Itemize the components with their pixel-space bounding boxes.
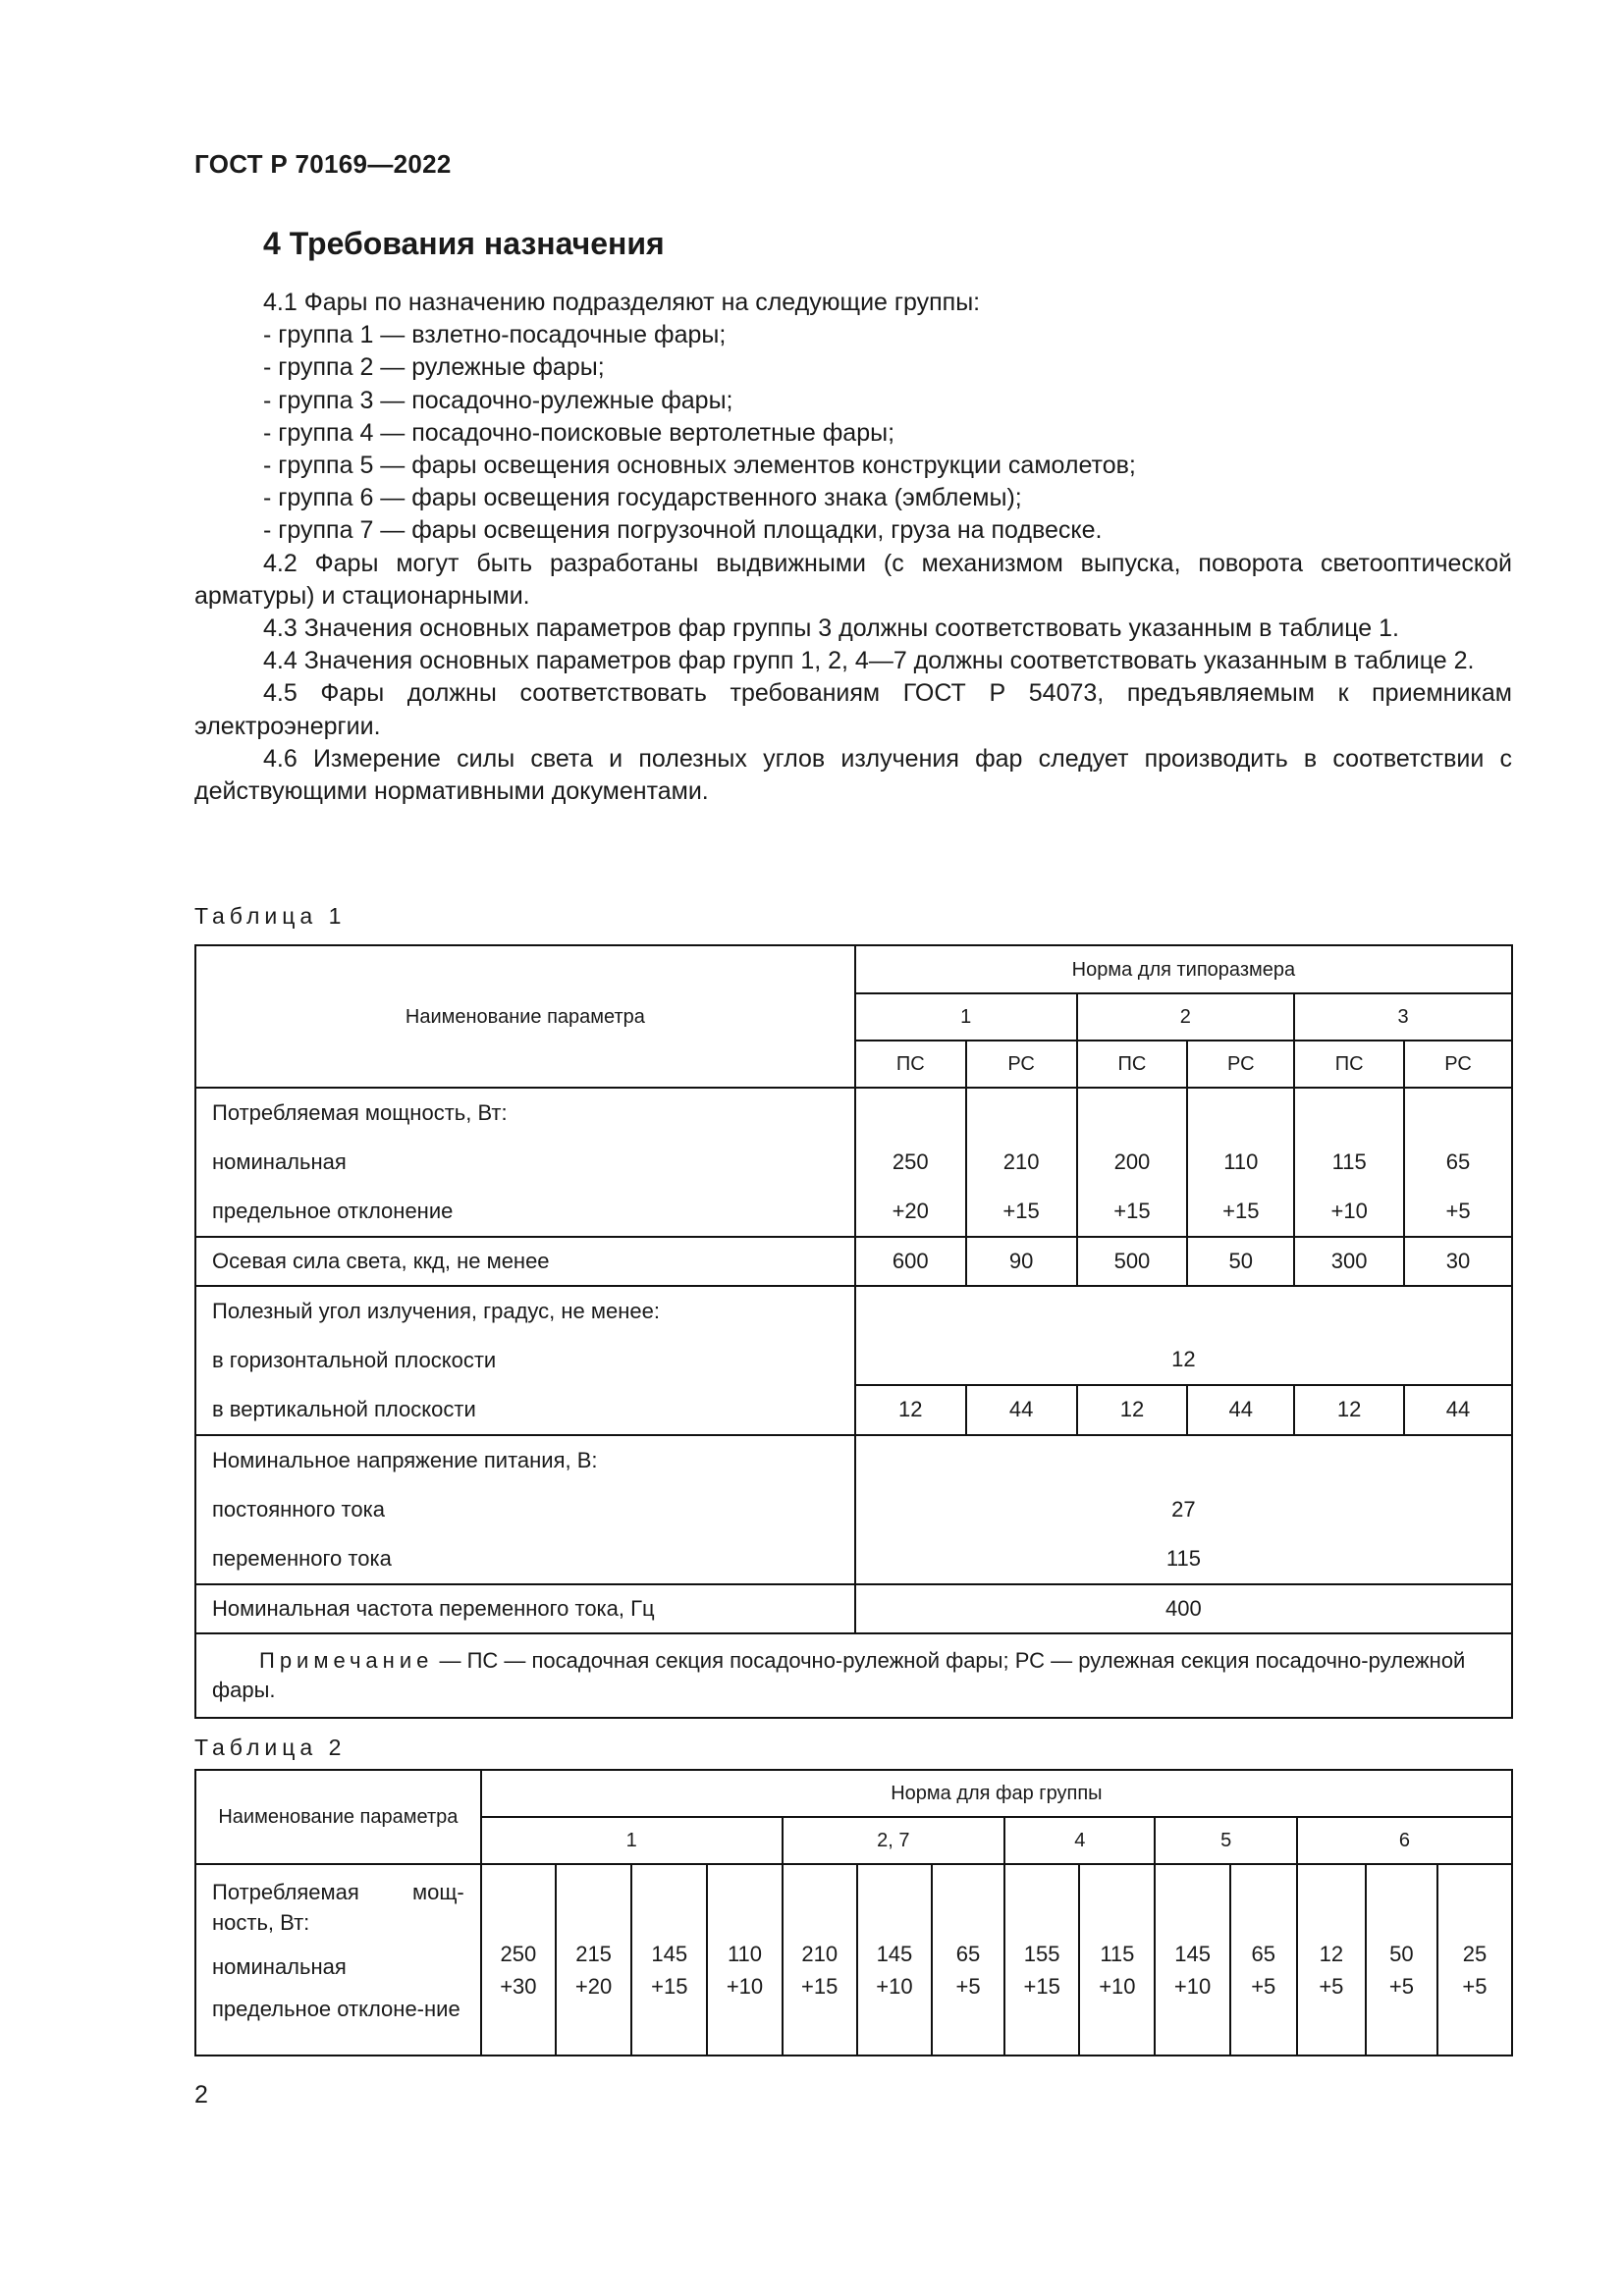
value: 145 (1174, 1942, 1211, 1966)
table2-group-header: 6 (1297, 1817, 1512, 1864)
value: +15 (651, 1974, 688, 1999)
table-row (195, 1584, 1512, 1633)
value: 145 (651, 1942, 688, 1966)
paragraph: 4.2 Фары могут быть разработаны выдвижными (с механизмом выпуска, поворота светооптической арматуры) и стационарными. (194, 549, 1512, 610)
table1-voltage-dc-label: постоянного тока (212, 1497, 385, 1522)
table1-section-header: РС (1187, 1041, 1294, 1088)
value: 300 (1294, 1237, 1404, 1286)
table2-power-cell (556, 1864, 631, 2056)
table-row (195, 1088, 1512, 1237)
table1-angle-vertical-label: в вертикальной плоскости (212, 1397, 476, 1421)
value: +10 (1173, 1974, 1212, 1999)
paragraph: 4.1 Фары по назначению подразделяют на следующие группы: (263, 289, 981, 316)
value: +15 (801, 1974, 839, 1999)
table1-angle-horizontal-label: в горизонтальной плоскости (212, 1348, 497, 1372)
table2-power-cell (1366, 1864, 1437, 2056)
document-code: ГОСТ Р 70169—2022 (194, 149, 452, 179)
list-item: - группа 1 — взлетно-посадочные фары; (263, 321, 727, 349)
table-row (195, 1237, 1512, 1286)
table2-power-cell (932, 1864, 1004, 2056)
table1-voltage-labels (195, 1435, 855, 1584)
table2-group-header: 5 (1155, 1817, 1296, 1864)
table1 (194, 944, 1513, 1719)
table1-power-cell (1077, 1088, 1188, 1237)
value: 27 (1171, 1497, 1196, 1522)
table1-size-header: 2 (1077, 993, 1295, 1041)
value: 115 (1331, 1149, 1367, 1174)
table2-power-cell (481, 1864, 556, 2056)
value: 115 (1165, 1546, 1201, 1571)
value: 155 (1023, 1942, 1060, 1966)
table1-intensity-label: Осевая сила света, ккд, не менее (195, 1237, 855, 1286)
table1-voltage-values (855, 1435, 1512, 1584)
table1-power-nominal-label: номинальная (212, 1149, 347, 1174)
list-item: - группа 3 — посадочно-рулежные фары; (263, 386, 733, 414)
table1-section-header: ПС (855, 1041, 966, 1088)
table2-caption: Таблица 2 (194, 1735, 347, 1760)
value: 215 (575, 1942, 612, 1966)
value: +10 (726, 1974, 764, 1999)
table2-power-cell (707, 1864, 782, 2056)
table2-group-header: 4 (1004, 1817, 1155, 1864)
list-item: - группа 5 — фары освещения основных элементов конструкции самолетов; (263, 452, 1136, 480)
table2-power-cell (857, 1864, 932, 2056)
table2-power-cell (1004, 1864, 1079, 2056)
value: +5 (955, 1974, 981, 1999)
value: 12 (1294, 1385, 1404, 1435)
value: 12 (855, 1385, 966, 1435)
section-heading: 4 Требования назначения (263, 226, 665, 261)
list-item: - группа 2 — рулежные фары; (263, 353, 605, 382)
table1-power-labels (195, 1088, 855, 1237)
value: 145 (876, 1942, 913, 1966)
value: 250 (892, 1149, 929, 1174)
table1-caption: Таблица 1 (194, 903, 347, 929)
value: +15 (1222, 1199, 1260, 1223)
note-text: — ПС — посадочная секция посадочно-рулежной фары; РС — рулежная секция посадочно-рулежной фары. (212, 1648, 1466, 1702)
table1-section-header: РС (1404, 1041, 1512, 1088)
value: 115 (1100, 1942, 1135, 1966)
table2-power-label: Потребляемая мощ-ность, Вт: (212, 1880, 464, 1935)
value: 210 (1002, 1149, 1040, 1174)
table1-size-header: 1 (855, 993, 1077, 1041)
table2-param-header: Наименование параметра (195, 1770, 481, 1864)
table1-power-deviation-label: предельное отклонение (212, 1199, 454, 1223)
value: +15 (1023, 1974, 1060, 1999)
paragraph: 4.4 Значения основных параметров фар групп 1, 2, 4—7 должны соответствовать указанным в таблице 2. (263, 647, 1475, 675)
table-row (195, 1864, 1512, 2056)
table2 (194, 1769, 1513, 2056)
list-item: - группа 4 — посадочно-поисковые вертолетные фары; (263, 418, 895, 447)
table1-note (195, 1633, 1512, 1718)
value: +20 (574, 1974, 613, 1999)
value: 25 (1462, 1942, 1488, 1966)
value: +15 (1002, 1199, 1040, 1223)
table2-power-cell (783, 1864, 857, 2056)
value: +5 (1251, 1974, 1276, 1999)
value: 110 (727, 1942, 763, 1966)
value: +20 (892, 1199, 929, 1223)
table1-power-cell (855, 1088, 966, 1237)
value: 65 (955, 1942, 981, 1966)
table2-norm-header: Норма для фар группы (481, 1770, 1512, 1817)
value: 44 (1404, 1385, 1512, 1435)
table1-size-header: 3 (1294, 993, 1512, 1041)
value: 50 (1389, 1942, 1414, 1966)
table-row (195, 1286, 1512, 1385)
table1-power-cell (1187, 1088, 1294, 1237)
table1-section-header: РС (966, 1041, 1077, 1088)
table1-norm-header: Норма для типоразмера (855, 945, 1512, 993)
value: 600 (855, 1237, 966, 1286)
table2-power-labels (195, 1864, 481, 2056)
table2-group-header: 1 (481, 1817, 783, 1864)
value: 500 (1077, 1237, 1188, 1286)
paragraph: 4.3 Значения основных параметров фар группы 3 должны соответствовать указанным в таблице 1. (263, 614, 1399, 643)
value: 65 (1445, 1149, 1471, 1174)
table1-voltage-label: Номинальное напряжение питания, В: (212, 1448, 598, 1472)
value: +5 (1445, 1199, 1471, 1223)
value: 30 (1404, 1237, 1512, 1286)
value: +5 (1462, 1974, 1488, 1999)
value: 400 (855, 1584, 1512, 1633)
table2-power-cell (1230, 1864, 1297, 2056)
table2-power-deviation-label: предельное отклоне-ние (212, 1997, 460, 2021)
table2-power-cell (1155, 1864, 1229, 2056)
table2-group-header: 2, 7 (783, 1817, 1004, 1864)
table2-power-cell (1079, 1864, 1155, 2056)
paragraph: 4.6 Измерение силы света и полезных углов излучения фар следует производить в соответствии с действующими нормативными документами. (194, 744, 1512, 806)
table1-angle-labels (195, 1286, 855, 1435)
table2-power-cell (1437, 1864, 1512, 2056)
value: 12 (1319, 1942, 1344, 1966)
page-number: 2 (194, 2081, 208, 2109)
table1-power-cell (1404, 1088, 1512, 1237)
section-body (194, 287, 1512, 808)
table1-power-cell (966, 1088, 1077, 1237)
value: 90 (966, 1237, 1077, 1286)
list-item: - группа 7 — фары освещения погрузочной площадки, груза на подвеске. (263, 516, 1103, 545)
value: +10 (1330, 1199, 1368, 1223)
table1-power-cell (1294, 1088, 1404, 1237)
table-row (195, 1633, 1512, 1718)
table1-power-label: Потребляемая мощность, Вт: (212, 1100, 508, 1125)
value: 200 (1113, 1149, 1151, 1174)
value: +10 (1099, 1974, 1136, 1999)
paragraph: 4.5 Фары должны соответствовать требованиям ГОСТ Р 54073, предъявляемым к приемникам электроэнергии. (194, 679, 1512, 740)
table1-section-header: ПС (1294, 1041, 1404, 1088)
note-prefix: Примечание (259, 1648, 434, 1673)
value: 44 (1187, 1385, 1294, 1435)
table-row (195, 1435, 1512, 1584)
value: 110 (1223, 1149, 1259, 1174)
value: 12 (1077, 1385, 1188, 1435)
table1-angle-label: Полезный угол излучения, градус, не менее: (212, 1299, 660, 1323)
value: 210 (801, 1942, 839, 1966)
value: 50 (1187, 1237, 1294, 1286)
value: +30 (500, 1974, 537, 1999)
value: 250 (500, 1942, 537, 1966)
table2-power-nominal-label: номинальная (212, 1954, 347, 1979)
value: +10 (876, 1974, 913, 1999)
table1-voltage-ac-label: переменного тока (212, 1546, 392, 1571)
value: +5 (1319, 1974, 1344, 1999)
table2-power-cell (1297, 1864, 1366, 2056)
table1-section-header: ПС (1077, 1041, 1188, 1088)
value: +15 (1113, 1199, 1151, 1223)
value: +5 (1388, 1974, 1414, 1999)
table1-param-header: Наименование параметра (195, 945, 855, 1088)
list-item: - группа 6 — фары освещения государственного знака (эмблемы); (263, 484, 1022, 512)
table2-power-cell (631, 1864, 707, 2056)
value: 44 (966, 1385, 1077, 1435)
table1-angle-horizontal-value: 12 (855, 1286, 1512, 1385)
value: 65 (1251, 1942, 1275, 1966)
table1-frequency-label: Номинальная частота переменного тока, Гц (195, 1584, 855, 1633)
